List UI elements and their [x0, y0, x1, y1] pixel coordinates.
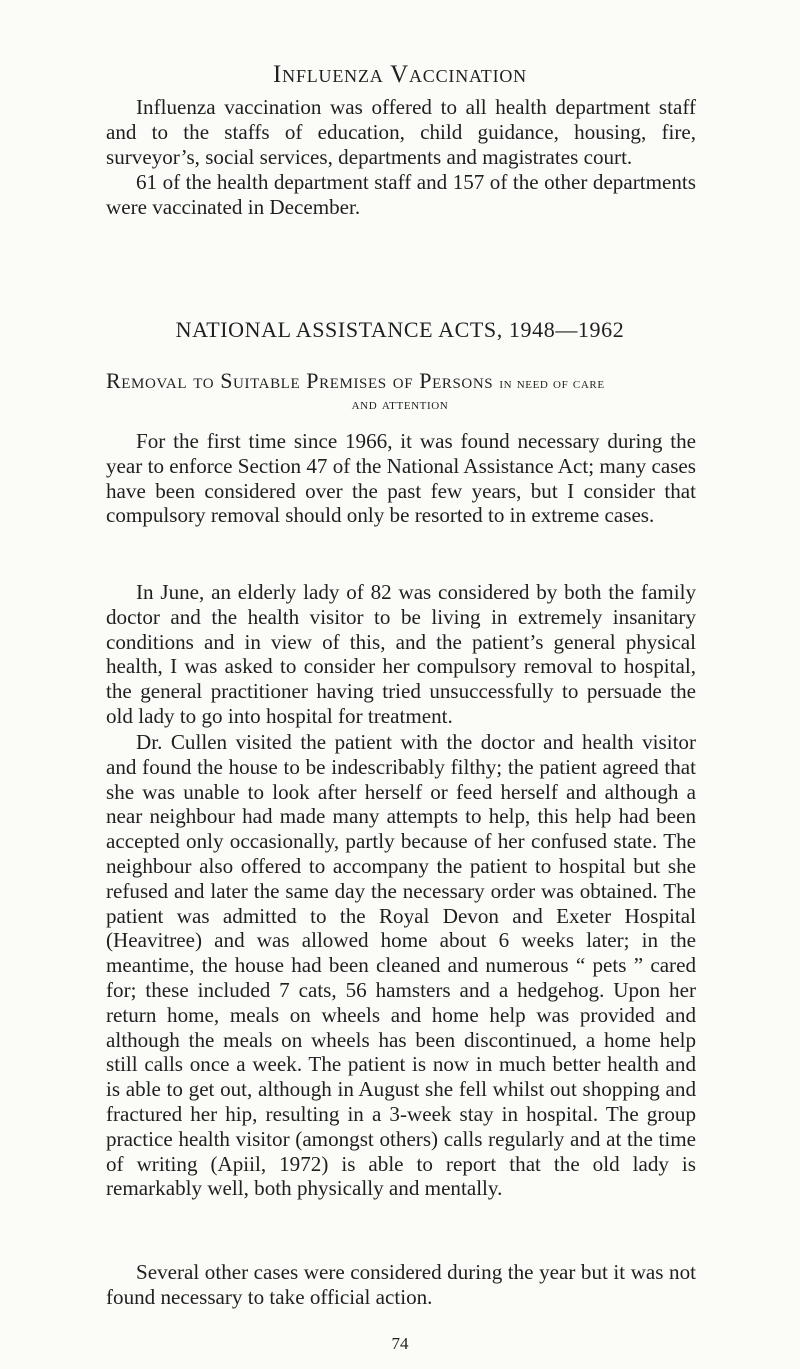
subheading-removal-line-1-small: in need of care [499, 375, 605, 392]
paragraph-elderly-lady-case: In June, an elderly lady of 82 was considered by both the family doctor and the health visitor to be living in extremely insanitary conditions and in view of this, and the patient’s general physical health, I was asked to consider her compulsory removal to hospital, the general practitioner having tried unsuccessfully to persuade the old lady to go into hospital for treatment. [106, 580, 696, 728]
section-title-influenza-vaccination: Influenza Vaccination [273, 61, 527, 88]
paragraph-dr-cullen-visit: Dr. Cullen visited the patient with the doctor and health visitor and found the house to be indescribably filthy; the patient agreed that she was unable to look after herself or feed herself and although a near neighbour had made many attempts to help, this help had been accepted only occasionally, partly because of her confused state. The neighbour also offered to accompany the patient to hospital but she refused and later the same day the necessary order was obtained. The patient was admitted to the Royal Devon and Exeter Hospital (Heavitree) and was allowed home about 6 weeks later; in the meantime, the house had been cleaned and numerous “ pets ” cared for; these included 7 cats, 56 hamsters and a hedgehog. Upon her return home, meals on wheels and home help was provided and although the meals on wheels has been discontinued, a home help still calls once a week. The patient is now in much better health and is able to get out, although in August she fell whilst out shopping and fractured her hip, resulting in a 3-week stay in hospital. The group practice health visitor (amongst others) calls regularly and at the time of writing (Apiil, 1972) is able to report that the old lady is remarkably well, both physically and mentally. [106, 730, 696, 1201]
paragraph-vaccinated-counts: 61 of the health department staff and 157 of the other departments were vaccinated in December. [106, 170, 696, 219]
subheading-removal-line-1-main: Removal to Suitable Premises of Persons [106, 368, 500, 393]
paragraph-section-47-enforced: For the first time since 1966, it was found necessary during the year to enforce Section 47 of the National Assistance Act; many cases have been considered over the past few years, but I consider that compulsory removal should only be resorted to in extreme cases. [106, 429, 696, 528]
major-heading-national-assistance-acts: NATIONAL ASSISTANCE ACTS, 1948—1962 [175, 317, 625, 342]
subheading-removal-line-2: and attention [351, 396, 449, 413]
page-number: 74 [391, 1334, 409, 1353]
paragraph-influenza-offered: Influenza vaccination was offered to all health department staff and to the staffs of education, child guidance, housing, fire, surveyor’s, social services, departments and magistrates court. [106, 95, 696, 169]
paragraph-other-cases: Several other cases were considered during the year but it was not found necessary to take official action. [106, 1260, 696, 1309]
subheading-removal-line-1 [106, 368, 696, 397]
